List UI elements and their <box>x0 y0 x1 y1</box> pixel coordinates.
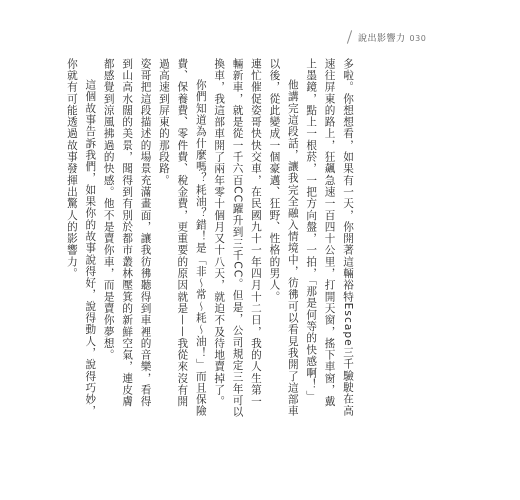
paragraph-6 <box>63 58 100 418</box>
paragraph-1-text: 多啦。你想想看，如果有一天，你開著這輛裕特Escape三千驗駛在高速往屏東的路上，狂飆急速一百四十公里，打開天窗，搖下車窗，戴上墨鏡，點上一根菸，一把方向盤，一拍，「那是何等的快感啊！」 <box>305 58 354 417</box>
paragraph-2-text: 他講完這段話，讓我完全融入情境中，彷彿可以看見我開了這部車以後，從此變成一個豪邁、狂野、性格的男人。 <box>268 58 299 418</box>
paragraph-6-text: 這個故事告訴我們，如果你的故事說得好，說得動人，說得巧妙，你就有可能透過故事發揮出驚人的影響力。 <box>65 58 97 418</box>
paragraph-5-text: 姿哥把這段描述的場景充滿畫面，讓我彷彿聽得到車裡的音樂，看得到山高水闊的美景，聞得到有別於都市叢林壓箕的新鮮空氣，連皮膚都感覺到涼風拂過的快感。他不是賣你車，而是賣你夢想。 <box>102 58 152 408</box>
paragraph-4-text: 你們知道為什麼嗎？耗油？錯！是「非～常～耗～油！」而且保險費、保養費、零件費、稅金費，更重要的原因就是——我從來沒有開過高速到屏東的那段路。 <box>157 58 207 418</box>
paragraph-3 <box>210 58 265 418</box>
paragraph-1 <box>302 58 357 418</box>
paragraph-3-text: 連忙催促姿哥快快交車，在民國九十一年四月十二日，我的人生第一輛新車，就是從一千六百CC躍升到三千CC。但是，公司規定三年可以換車，我這部車開了兩年零十個月又十八天，就迫不及待地賣掉了。 <box>213 58 262 418</box>
paragraph-4 <box>155 58 210 418</box>
running-title: 說出影響力 <box>358 34 406 44</box>
body-text <box>63 58 358 418</box>
header-divider <box>347 30 352 44</box>
paragraph-5 <box>99 58 154 418</box>
page-number: 030 <box>409 34 427 43</box>
paragraph-2 <box>265 58 302 418</box>
running-header <box>358 31 426 44</box>
